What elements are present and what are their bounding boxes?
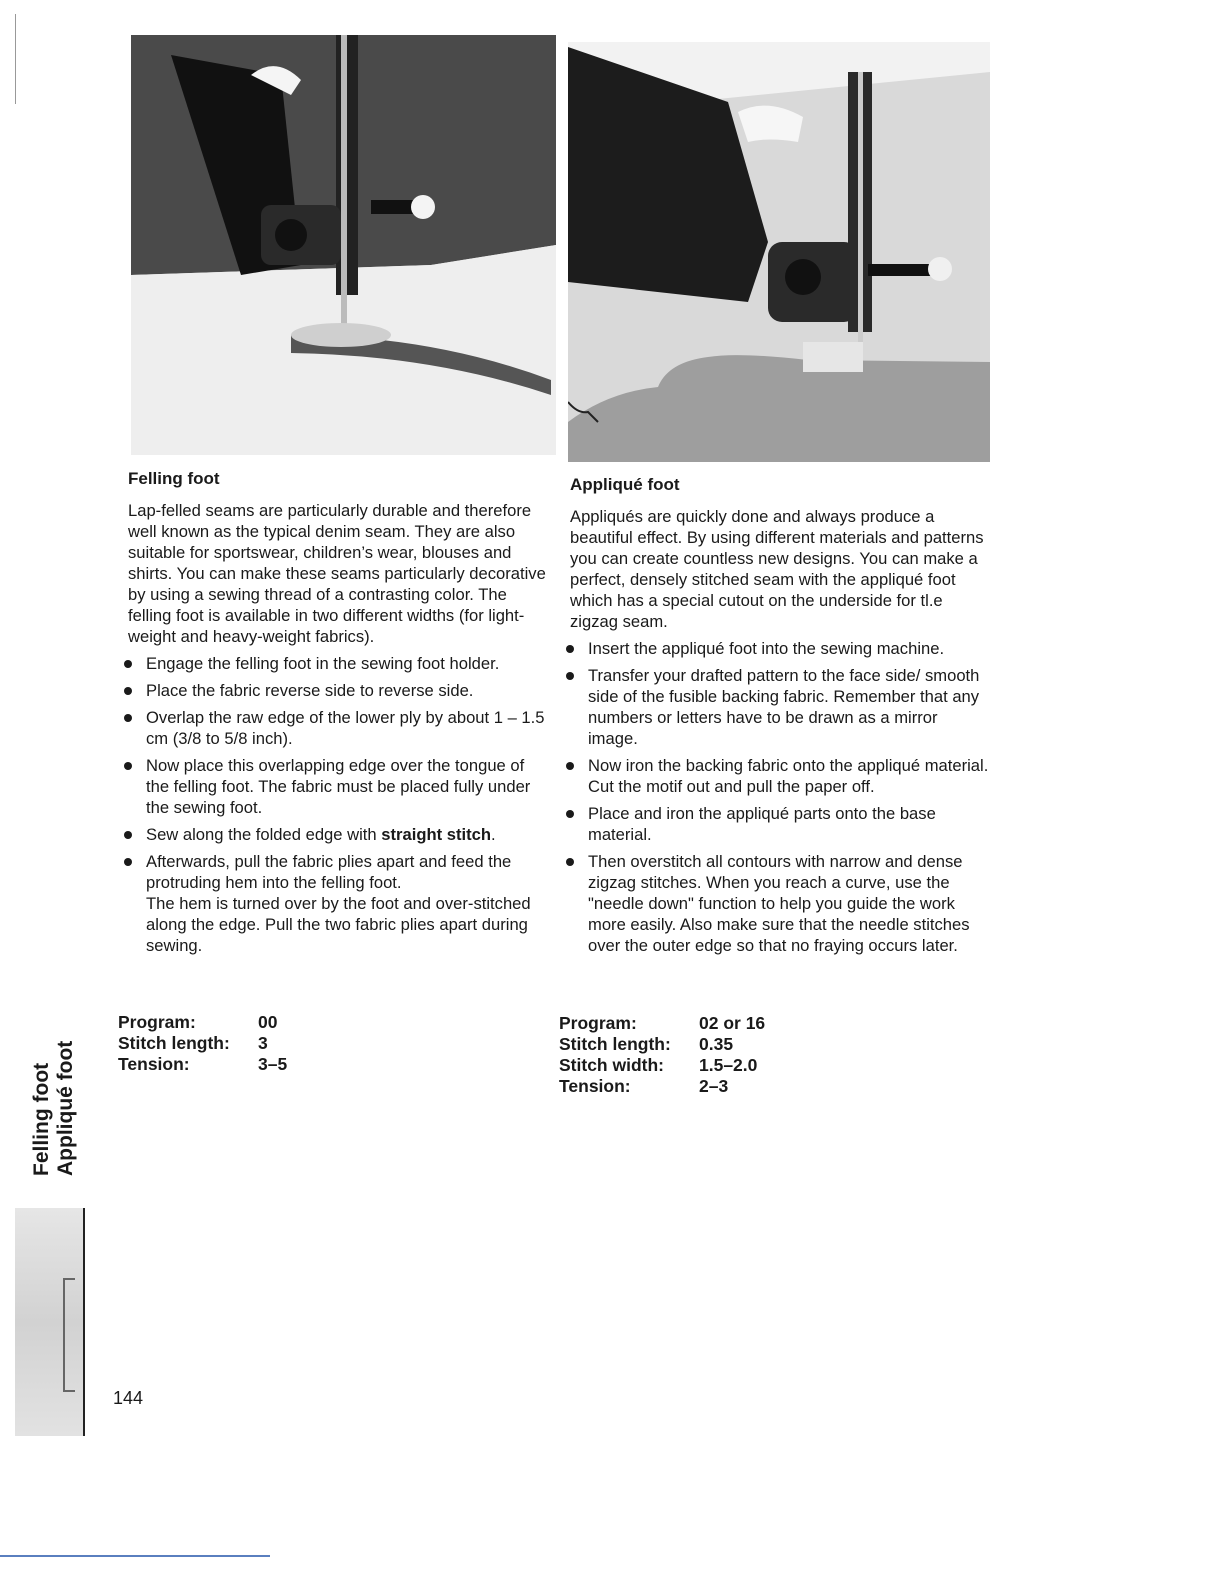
applique-foot-photo (568, 42, 990, 462)
felling-foot-settings (118, 1012, 287, 1075)
applique-foot-settings (559, 1013, 765, 1097)
setting-value: 02 or 16 (699, 1013, 766, 1033)
page-number: 144 (113, 1388, 144, 1408)
list-item (119, 851, 549, 956)
bracket-mark (63, 1278, 75, 1392)
setting-label: Tension: (118, 1054, 190, 1074)
list-item: Now place this overlapping edge over the tongue of the felling foot. The fabric must be placed fully under the sewing foot. (119, 755, 549, 818)
setting-label: Stitch width: (559, 1055, 664, 1075)
step-text: Sew along the folded edge with (146, 825, 377, 844)
step-text: Afterwards, pull the fabric plies apart and feed the protruding hem into the felling foot. (146, 852, 512, 892)
applique-foot-steps (561, 638, 991, 956)
setting-value: 3–5 (258, 1054, 288, 1074)
setting-row-stitch-length (118, 1033, 287, 1054)
setting-label: Tension: (559, 1076, 631, 1096)
step-end: . (490, 825, 496, 844)
felling-foot-photo (131, 35, 556, 455)
setting-row-tension (118, 1054, 287, 1075)
setting-value: 0.35 (699, 1034, 734, 1054)
applique-foot-intro: Appliqués are quickly done and always produce a beautiful effect. By using different materials and patterns you can create countless new designs. You can make a perfect, densely stitched seam with the appliqué foot which has a special cutout on the underside for tl.e zigzag seam. (570, 507, 984, 631)
side-tab-label (30, 1041, 78, 1176)
setting-label: Program: (118, 1012, 196, 1032)
list-item: Transfer your drafted pattern to the face side/ smooth side of the fusible backing fabric. Remember that any numbers or letters have to be drawn as a mirror image. (561, 665, 991, 749)
list-item: Insert the appliqué foot into the sewing machine. (561, 638, 991, 659)
setting-label: Program: (559, 1013, 637, 1033)
list-item: Overlap the raw edge of the lower ply by about 1 – 1.5 cm (3/8 to 5/8 inch). (119, 707, 549, 749)
step-note: The hem is turned over by the foot and over-stitched along the edge. Pull the two fabric plies apart during sewing. (146, 894, 531, 955)
setting-row-program (118, 1012, 287, 1033)
list-item: Engage the felling foot in the sewing foot holder. (119, 653, 549, 674)
list-item (119, 824, 549, 845)
thumb-index-tab (15, 1208, 85, 1436)
setting-value: 1.5–2.0 (699, 1055, 758, 1075)
setting-label: Stitch length: (559, 1034, 671, 1054)
setting-row-stitch-length (559, 1034, 765, 1055)
applique-foot-title: Appliqué foot (570, 475, 680, 494)
list-item: Now iron the backing fabric onto the appliqué material. Cut the motif out and pull the paper off. (561, 755, 991, 797)
list-item: Place the fabric reverse side to reverse side. (119, 680, 549, 701)
side-tab-line: Appliqué foot (54, 1040, 77, 1176)
felling-foot-section (119, 468, 549, 962)
applique-foot-section (561, 474, 991, 962)
straight-stitch-emphasis: straight stitch (381, 825, 491, 844)
list-item: Place and iron the appliqué parts onto the base material. (561, 803, 991, 845)
setting-value: 3 (258, 1033, 268, 1053)
list-item: Then overstitch all contours with narrow and dense zigzag stitches. When you reach a curve, use the "needle down" function to help you guide the work more easily. Also make sure that the needle stitches over the outer edge so that no fraying occurs later. (561, 851, 991, 956)
felling-foot-intro: Lap-felled seams are particularly durable and therefore well known as the typical denim seam. They are also suitable for sportswear, children’s wear, blouses and shirts. You can make these seams particularly decorative by using a sewing thread of a contrasting color. The felling foot is available in two different widths (for light-weight and heavy-weight fabrics). (128, 501, 546, 646)
margin-line (15, 14, 16, 104)
felling-foot-title: Felling foot (128, 469, 220, 488)
setting-label: Stitch length: (118, 1033, 230, 1053)
side-tab-line: Felling foot (30, 1062, 53, 1176)
bottom-rule (0, 1555, 270, 1557)
setting-row-tension (559, 1076, 765, 1097)
setting-value: 2–3 (699, 1076, 729, 1096)
setting-value: 00 (258, 1012, 278, 1032)
setting-row-stitch-width (559, 1055, 765, 1076)
setting-row-program (559, 1013, 765, 1034)
felling-foot-steps (119, 653, 549, 956)
